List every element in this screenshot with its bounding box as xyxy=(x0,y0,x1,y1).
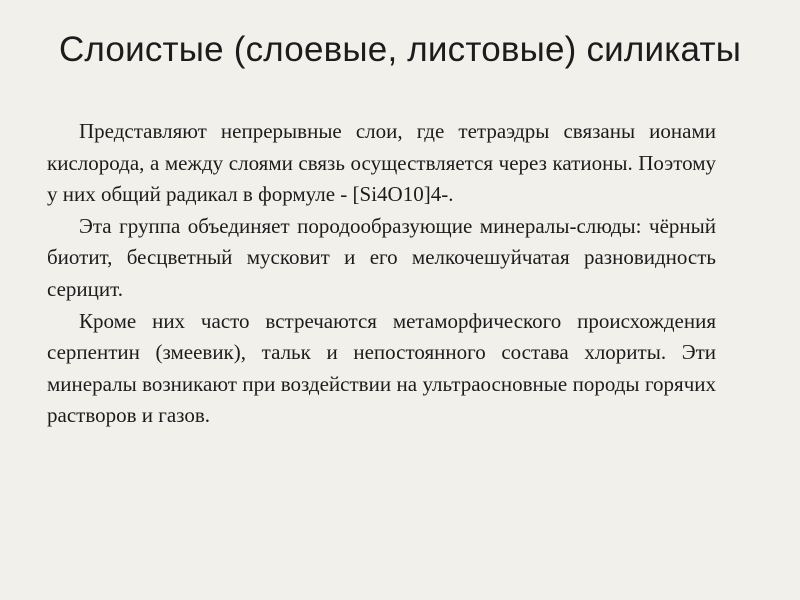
paragraph-metamorphic-minerals: Кроме них часто встречаются метаморфического происхождения серпентин (змеевик), тальк и непостоянного состава хлориты. Эти минералы возникают при воздействии на ультраосновные породы горячих растворов и газов. xyxy=(47,308,716,428)
paragraph-structure: Представляют непрерывные слои, где тетраэдры связаны ионами кислорода, а между слоями связь осуществляется через катионы. Поэтому у них общий радикал в формуле - [Si4O10]4-. xyxy=(47,119,716,207)
paragraph-mica-group: Эта группа объединяет породообразующие минералы-слюды: чёрный биотит, бесцветный мусковит и его мелкочешуйчатая разновидность серицит. xyxy=(47,213,716,301)
slide-body xyxy=(47,116,716,432)
slide-title: Слоистые (слоевые, листовые) силикаты xyxy=(58,30,742,69)
